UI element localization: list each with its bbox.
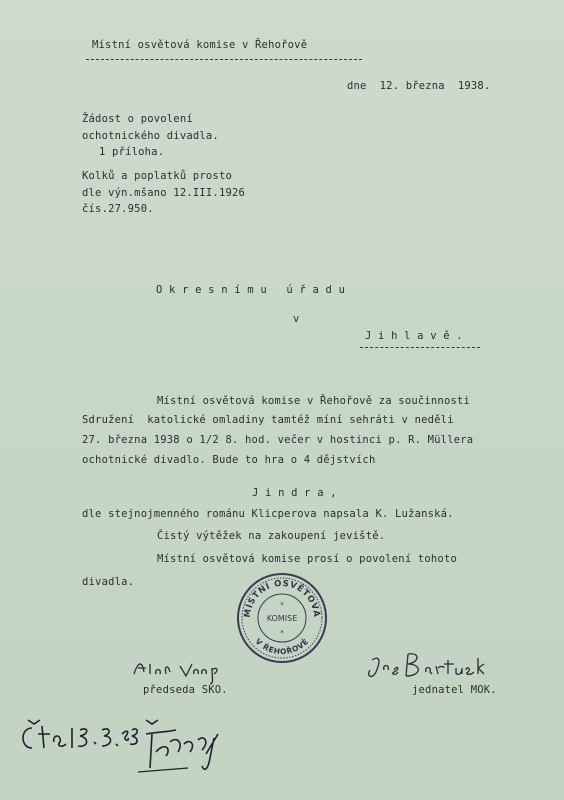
stamp-bottom-text: V ŘEHOŘOVĚ <box>253 636 311 657</box>
body-line-1: Místní osvětová komise v Řehořově za součinnosti <box>157 395 471 407</box>
chairman-role: předseda SKO. <box>143 684 228 696</box>
subject-line-2: ochotnického divadla. <box>82 130 219 142</box>
recipient-office: O k r e s n í m u ú ř a d u <box>156 284 346 296</box>
secretary-signature <box>362 646 502 686</box>
fee-note-2: dle výn.mšano 12.III.1926 <box>82 187 246 199</box>
chairman-signature <box>128 652 238 686</box>
fee-note-3: čís.27.950. <box>82 203 154 215</box>
body-line-5: dle stejnojmenného románu Klicperova napsala K. Lužanská. <box>82 508 454 520</box>
fee-note-1: Kolků a poplatků prosto <box>82 170 232 182</box>
recipient-city: J i h l a v ě . <box>365 330 463 342</box>
secretary-role: jednatel MOK. <box>412 684 497 696</box>
body-line-7: Místní osvětová komise prosí o povolení tohoto <box>157 553 457 565</box>
office-handwritten-note <box>18 712 248 780</box>
stamp-top-text: MÍSTNÍ OSVĚTOVÁ <box>242 578 322 619</box>
header-underline <box>86 59 362 60</box>
stamp-star-icon: * <box>279 601 285 609</box>
letter-date: dne 12. března 1938. <box>347 80 491 92</box>
committee-header: Místní osvětová komise v Řehořově <box>92 39 308 51</box>
official-stamp <box>236 572 328 664</box>
body-line-2: Sdružení katolické omladiny tamtéž míní sehráti v neděli <box>82 414 454 426</box>
body-line-4: ochotnické divadlo. Bude to hra o 4 dějstvích <box>82 454 376 466</box>
subject-line-1: Žádost o povolení <box>82 113 193 125</box>
recipient-underline <box>360 347 480 348</box>
body-line-8: divadla. <box>82 576 135 588</box>
play-title: J i n d r a , <box>252 487 337 499</box>
body-line-3: 27. března 1938 o 1/2 8. hod. večer v hostinci p. R. Müllera <box>82 434 474 446</box>
body-line-6: Čistý výtěžek na zakoupení jeviště. <box>157 530 386 542</box>
stamp-star-icon-bottom: * <box>279 629 285 637</box>
recipient-v: v <box>293 313 300 325</box>
attachment-note: 1 příloha. <box>99 146 165 158</box>
stamp-center-text: KOMISE <box>266 614 298 623</box>
